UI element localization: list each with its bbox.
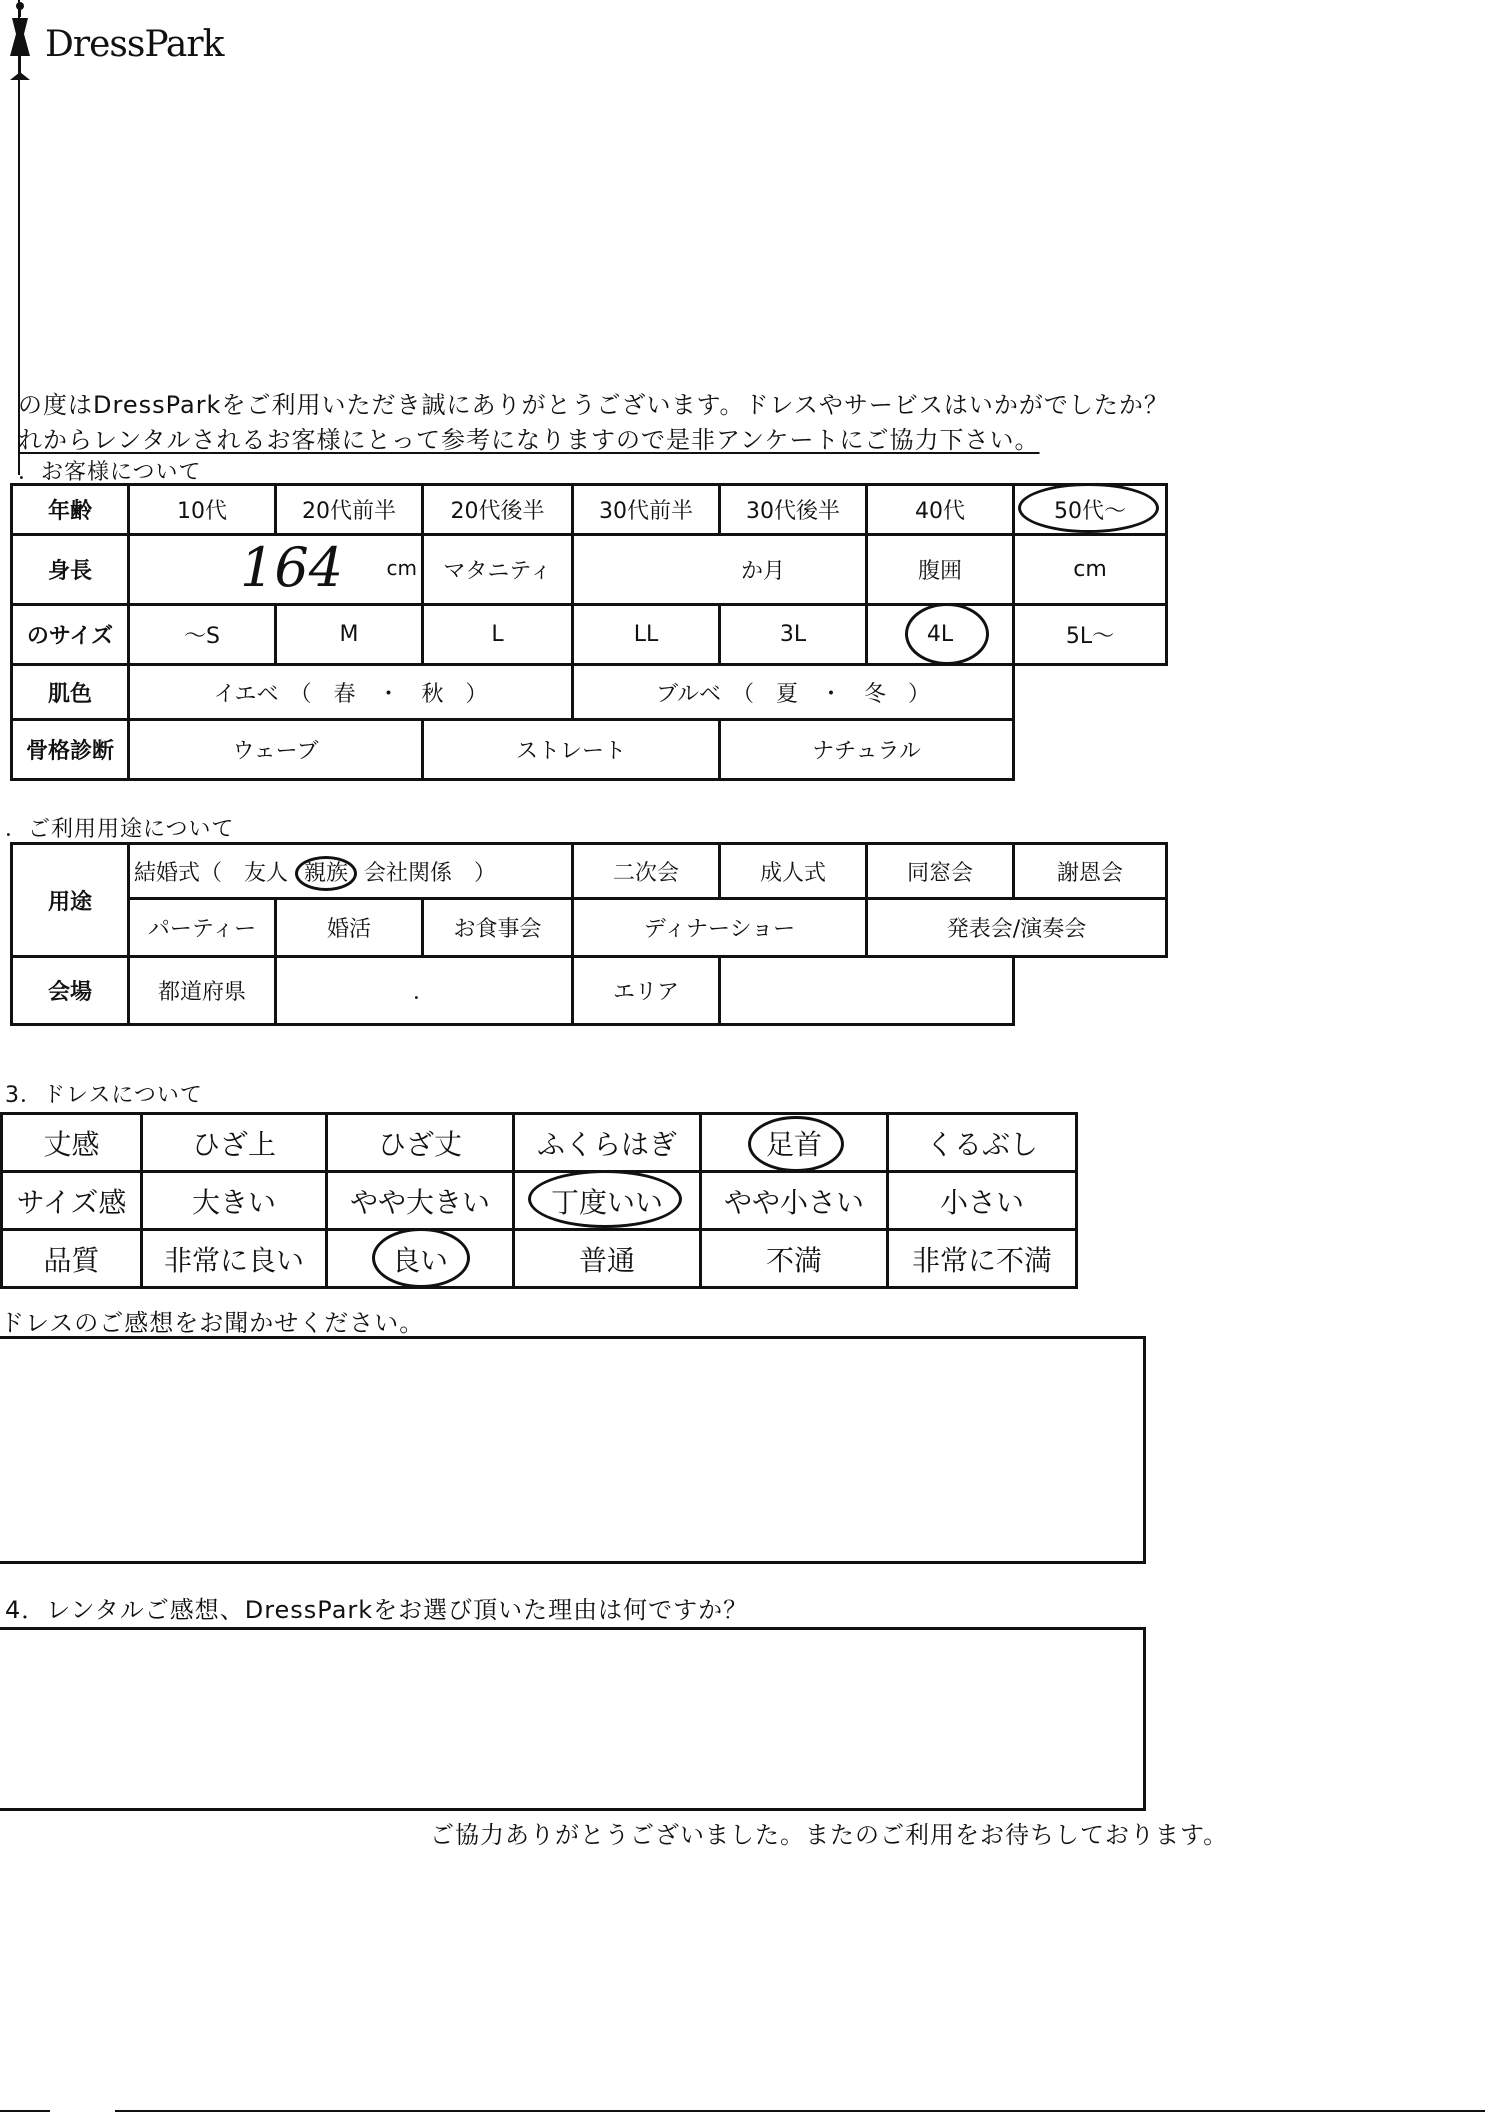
waist-unit[interactable]: cm <box>1014 535 1167 605</box>
logo-text: DressPark <box>45 24 224 65</box>
selection-circle <box>372 1228 470 1288</box>
dress-comment-box[interactable] <box>0 1336 1146 1564</box>
section-4-title: 4．レンタルご感想、DressParkをお選び頂いた理由は何ですか？ <box>5 1596 749 1624</box>
waist-label: 腹囲 <box>867 535 1014 605</box>
frame-row <box>12 720 1167 780</box>
age-label: 年齢 <box>12 485 129 535</box>
length-label: 丈感 <box>2 1114 142 1172</box>
quality-option[interactable]: 非常に良い <box>142 1230 327 1288</box>
size-option[interactable]: 3L <box>720 605 867 665</box>
purpose-option[interactable]: 同窓会 <box>867 844 1014 899</box>
purpose-label: 用途 <box>12 844 129 957</box>
age-option[interactable]: 30代後半 <box>720 485 867 535</box>
quality-option[interactable]: 普通 <box>514 1230 701 1288</box>
size-option[interactable]: M <box>276 605 423 665</box>
fit-option[interactable]: 大きい <box>142 1172 327 1230</box>
length-option-selected[interactable]: 足首 <box>701 1114 888 1172</box>
bottom-line <box>0 2110 50 2112</box>
area-field[interactable] <box>720 957 1014 1025</box>
selection-circle <box>748 1116 844 1172</box>
size-row <box>12 605 1167 665</box>
purpose-option[interactable]: 婚活 <box>276 899 423 957</box>
purpose-option[interactable]: 成人式 <box>720 844 867 899</box>
selection-circle <box>528 1170 682 1228</box>
size-option[interactable]: 5L～ <box>1014 605 1167 665</box>
fit-option[interactable]: 小さい <box>888 1172 1077 1230</box>
fit-label: サイズ感 <box>2 1172 142 1230</box>
size-option-selected[interactable]: 4L <box>867 605 1014 665</box>
section-2-title: ．ご利用用途について <box>5 817 235 842</box>
skin-row <box>12 665 1167 720</box>
age-option[interactable]: 40代 <box>867 485 1014 535</box>
purpose-option[interactable]: 謝恩会 <box>1014 844 1167 899</box>
height-unit: cm <box>386 556 417 580</box>
length-option[interactable]: ふくらはぎ <box>514 1114 701 1172</box>
age-option[interactable]: 10代 <box>129 485 276 535</box>
wedding-selected: 親族 <box>295 856 357 891</box>
reason-comment-box[interactable] <box>0 1627 1146 1811</box>
height-label: 身長 <box>12 535 129 605</box>
quality-option-selected[interactable]: 良い <box>327 1230 514 1288</box>
purpose-option[interactable]: 発表会/演奏会 <box>867 899 1167 957</box>
purpose-option[interactable]: お食事会 <box>423 899 573 957</box>
height-value: 164 <box>240 536 344 599</box>
maternity-months[interactable]: か月 <box>573 535 867 605</box>
length-option[interactable]: ひざ上 <box>142 1114 327 1172</box>
frame-option[interactable]: ストレート <box>423 720 720 780</box>
height-row <box>12 535 1167 605</box>
closing-message: ご協力ありがとうございました。またのご利用をお待ちしております。 <box>430 1821 1229 1849</box>
frame-option[interactable]: ナチュラル <box>720 720 1014 780</box>
selection-circle <box>905 603 989 665</box>
area-label: エリア <box>573 957 720 1025</box>
section-3-title: 3．ドレスについて <box>5 1083 203 1108</box>
frame-option[interactable]: ウェーブ <box>129 720 423 780</box>
dresspark-logo <box>0 0 250 90</box>
wedding-prefix: 結婚式（ 友人 <box>134 860 289 886</box>
fit-option[interactable]: やや大きい <box>327 1172 514 1230</box>
size-label: のサイズ <box>12 605 129 665</box>
purpose-option[interactable]: パーティー <box>129 899 276 957</box>
fit-option[interactable]: やや小さい <box>701 1172 888 1230</box>
selection-circle <box>1018 483 1159 533</box>
age-row <box>12 485 1167 535</box>
age-option[interactable]: 20代前半 <box>276 485 423 535</box>
age-option-selected[interactable]: 50代～ <box>1014 485 1167 535</box>
length-option[interactable]: ひざ丈 <box>327 1114 514 1172</box>
length-option[interactable]: くるぶし <box>888 1114 1077 1172</box>
section-1-title: ．お客様について <box>18 460 202 485</box>
quality-label: 品質 <box>2 1230 142 1288</box>
yellow-base-option[interactable]: イエベ （ 春 ・ 秋 ） <box>129 665 573 720</box>
age-option[interactable]: 20代後半 <box>423 485 573 535</box>
quality-option[interactable]: 不満 <box>701 1230 888 1288</box>
intro-line-2: れからレンタルされるお客様にとって参考になりますので是非アンケートにご協力下さい。 <box>18 426 1040 454</box>
skin-label: 肌色 <box>12 665 129 720</box>
size-option[interactable]: LL <box>573 605 720 665</box>
purpose-option[interactable]: ディナーショー <box>573 899 867 957</box>
dress-mannequin-icon <box>0 0 40 90</box>
wedding-suffix: 会社関係 ） <box>364 860 497 886</box>
purpose-option[interactable]: 二次会 <box>573 844 720 899</box>
customer-info-table <box>10 483 1168 781</box>
intro-line-1: の度はDressParkをご利用いただき誠にありがとうございます。ドレスやサービスはいかがでしたか？ <box>18 391 1169 419</box>
blue-base-option[interactable]: ブルベ （ 夏 ・ 冬 ） <box>573 665 1014 720</box>
fit-option-selected[interactable]: 丁度いい <box>514 1172 701 1230</box>
bottom-line <box>115 2110 1485 2112</box>
age-option[interactable]: 30代前半 <box>573 485 720 535</box>
size-option[interactable]: ～S <box>129 605 276 665</box>
quality-option[interactable]: 非常に不満 <box>888 1230 1077 1288</box>
height-field[interactable] <box>129 535 423 605</box>
venue-label: 会場 <box>12 957 129 1025</box>
maternity-label: マタニティ <box>423 535 573 605</box>
wedding-option[interactable] <box>129 844 573 899</box>
prefecture-label: 都道府県 <box>129 957 276 1025</box>
prefecture-field[interactable]: ． <box>276 957 573 1025</box>
frame-label: 骨格診断 <box>12 720 129 780</box>
size-option[interactable]: L <box>423 605 573 665</box>
usage-table <box>10 842 1168 1026</box>
dress-comment-prompt: ドレスのご感想をお聞かせください。 <box>0 1309 425 1337</box>
